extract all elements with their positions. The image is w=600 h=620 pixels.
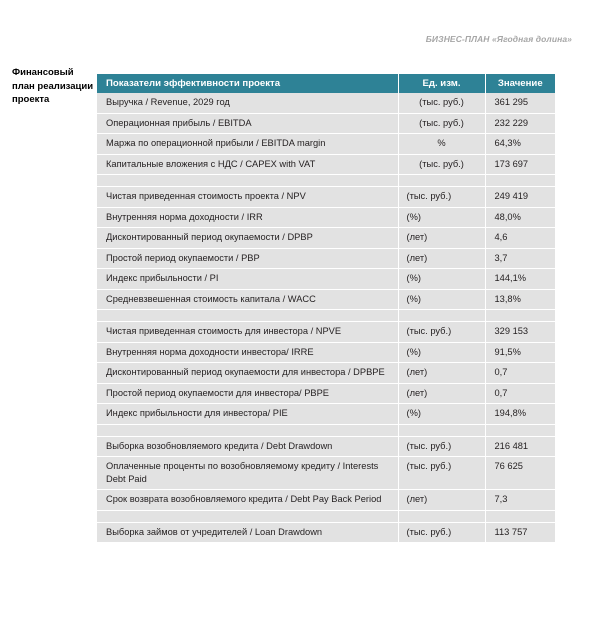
table-body: [97, 93, 555, 543]
table-row: [97, 457, 555, 490]
table-row: [97, 269, 555, 290]
cell-unit: (тыс. руб.): [398, 187, 485, 208]
cell-unit: %: [398, 134, 485, 155]
cell-indicator-name: Выборка возобновляемого кредита / Debt Drawdown: [97, 436, 398, 457]
cell-unit: (%): [398, 404, 485, 425]
table-spacer-cell: [97, 424, 398, 436]
table-row: [97, 322, 555, 343]
table-spacer-cell: [485, 175, 555, 187]
cell-indicator-name: Капитальные вложения с НДС / CAPEX with VAT: [97, 154, 398, 175]
table-spacer-cell: [485, 510, 555, 522]
cell-unit: (%): [398, 289, 485, 310]
table-row: [97, 490, 555, 511]
cell-value: 173 697: [485, 154, 555, 175]
table-spacer-cell: [97, 310, 398, 322]
cell-value: 76 625: [485, 457, 555, 490]
table-spacer-row: [97, 175, 555, 187]
cell-indicator-name: Простой период окупаемости для инвестора/ PBPE: [97, 383, 398, 404]
cell-value: 216 481: [485, 436, 555, 457]
cell-value: 48,0%: [485, 207, 555, 228]
table-row: [97, 154, 555, 175]
table-row: [97, 113, 555, 134]
cell-indicator-name: Срок возврата возобновляемого кредита / Debt Pay Back Period: [97, 490, 398, 511]
cell-indicator-name: Индекс прибыльности / PI: [97, 269, 398, 290]
table-header: [97, 74, 555, 93]
table-row: [97, 436, 555, 457]
table-row: [97, 404, 555, 425]
cell-indicator-name: Чистая приведенная стоимость проекта / NPV: [97, 187, 398, 208]
performance-indicators-table: [97, 74, 555, 543]
table-row: [97, 228, 555, 249]
cell-unit: (лет): [398, 228, 485, 249]
cell-indicator-name: Выборка займов от учредителей / Loan Drawdown: [97, 522, 398, 543]
table-spacer-row: [97, 424, 555, 436]
cell-indicator-name: Дисконтированный период окупаемости / DPBP: [97, 228, 398, 249]
cell-indicator-name: Дисконтированный период окупаемости для инвестора / DPBPE: [97, 363, 398, 384]
cell-value: 3,7: [485, 248, 555, 269]
column-header-indicator: Показатели эффективности проекта: [97, 74, 398, 93]
cell-unit: (лет): [398, 383, 485, 404]
table-row: [97, 93, 555, 113]
cell-indicator-name: Средневзвешенная стоимость капитала / WACC: [97, 289, 398, 310]
table-spacer-cell: [485, 310, 555, 322]
table-spacer-cell: [97, 510, 398, 522]
cell-unit: (лет): [398, 490, 485, 511]
table-row: [97, 383, 555, 404]
table-row: [97, 187, 555, 208]
performance-table-container: [97, 74, 555, 543]
cell-indicator-name: Простой период окупаемости / PBP: [97, 248, 398, 269]
table-row: [97, 522, 555, 543]
cell-unit: (тыс. руб.): [398, 522, 485, 543]
cell-unit: (тыс. руб.): [398, 154, 485, 175]
cell-value: 0,7: [485, 383, 555, 404]
table-row: [97, 134, 555, 155]
table-spacer-cell: [485, 424, 555, 436]
cell-value: 329 153: [485, 322, 555, 343]
cell-value: 194,8%: [485, 404, 555, 425]
cell-value: 232 229: [485, 113, 555, 134]
table-spacer-row: [97, 310, 555, 322]
cell-indicator-name: Внутренняя норма доходности / IRR: [97, 207, 398, 228]
cell-value: 113 757: [485, 522, 555, 543]
cell-value: 13,8%: [485, 289, 555, 310]
cell-unit: (тыс. руб.): [398, 322, 485, 343]
cell-unit: (лет): [398, 363, 485, 384]
cell-indicator-name: Оплаченные проценты по возобновляемому кредиту / Interests Debt Paid: [97, 457, 398, 490]
cell-value: 7,3: [485, 490, 555, 511]
cell-unit: (тыс. руб.): [398, 93, 485, 113]
column-header-unit: Ед. изм.: [398, 74, 485, 93]
cell-unit: (лет): [398, 248, 485, 269]
cell-indicator-name: Чистая приведенная стоимость для инвестора / NPVE: [97, 322, 398, 343]
running-header: БИЗНЕС-ПЛАН «Ягодная долина»: [425, 34, 572, 44]
cell-value: 361 295: [485, 93, 555, 113]
table-row: [97, 207, 555, 228]
cell-value: 0,7: [485, 363, 555, 384]
table-row: [97, 363, 555, 384]
cell-unit: (%): [398, 269, 485, 290]
column-header-value: Значение: [485, 74, 555, 93]
cell-indicator-name: Операционная прибыль / EBITDA: [97, 113, 398, 134]
cell-indicator-name: Внутренняя норма доходности инвестора/ IRRE: [97, 342, 398, 363]
cell-value: 91,5%: [485, 342, 555, 363]
table-spacer-cell: [97, 175, 398, 187]
table-row: [97, 289, 555, 310]
section-caption: Финансовый план реализации проекта: [12, 67, 94, 105]
table-row: [97, 342, 555, 363]
table-spacer-cell: [398, 175, 485, 187]
cell-indicator-name: Выручка / Revenue, 2029 год: [97, 93, 398, 113]
table-spacer-row: [97, 510, 555, 522]
cell-value: 144,1%: [485, 269, 555, 290]
cell-value: 4,6: [485, 228, 555, 249]
cell-value: 249 419: [485, 187, 555, 208]
table-spacer-cell: [398, 510, 485, 522]
cell-unit: (тыс. руб.): [398, 436, 485, 457]
cell-unit: (тыс. руб.): [398, 113, 485, 134]
table-spacer-cell: [398, 424, 485, 436]
cell-value: 64,3%: [485, 134, 555, 155]
table-row: [97, 248, 555, 269]
cell-unit: (%): [398, 342, 485, 363]
cell-indicator-name: Маржа по операционной прибыли / EBITDA margin: [97, 134, 398, 155]
cell-indicator-name: Индекс прибыльности для инвестора/ PIE: [97, 404, 398, 425]
table-spacer-cell: [398, 310, 485, 322]
table-header-row: [97, 74, 555, 93]
cell-unit: (тыс. руб.): [398, 457, 485, 490]
cell-unit: (%): [398, 207, 485, 228]
